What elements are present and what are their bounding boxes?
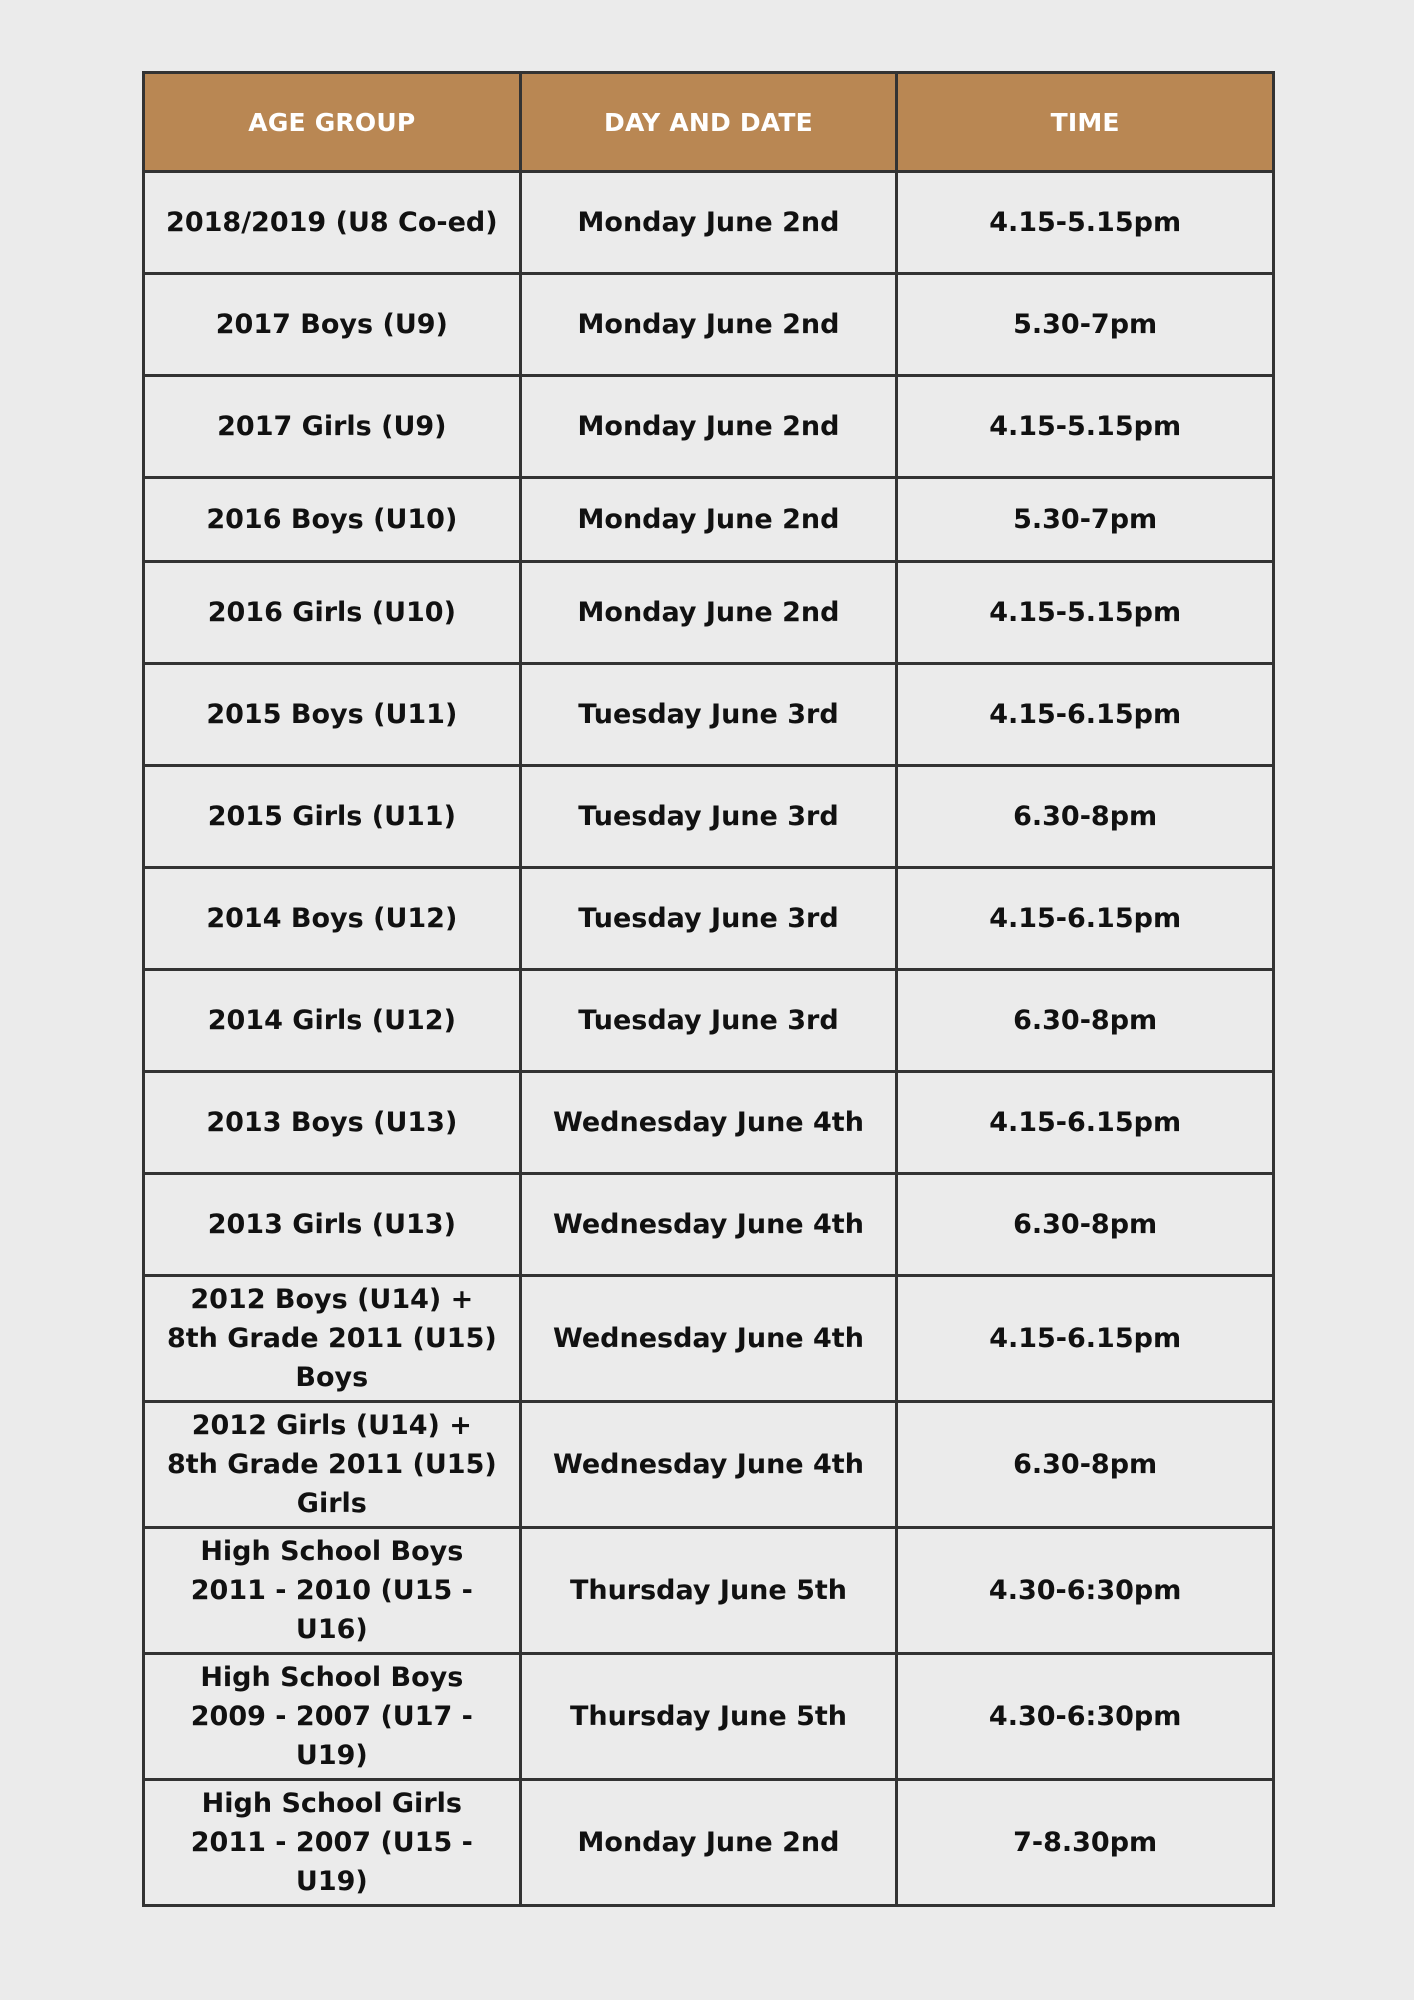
age-group-cell: High School Boys 2009 - 2007 (U17 - U19) [144,1654,521,1780]
day-date-cell: Wednesday June 4th [520,1402,897,1528]
header-age-group: AGE GROUP [144,73,521,172]
day-date-cell: Tuesday June 3rd [520,868,897,970]
day-date-cell: Tuesday June 3rd [520,970,897,1072]
day-date-cell: Tuesday June 3rd [520,664,897,766]
time-cell: 4.30-6:30pm [897,1654,1274,1780]
table-row [144,1402,1274,1528]
table-row [144,1276,1274,1402]
age-group-cell: 2015 Girls (U11) [144,766,521,868]
age-group-cell: 2015 Boys (U11) [144,664,521,766]
header-time: TIME [897,73,1274,172]
time-cell: 6.30-8pm [897,766,1274,868]
table-row [144,1174,1274,1276]
age-group-cell: 2016 Girls (U10) [144,562,521,664]
age-group-cell: High School Girls 2011 - 2007 (U15 - U19) [144,1780,521,1906]
age-group-cell: High School Boys 2011 - 2010 (U15 - U16) [144,1528,521,1654]
time-cell: 4.15-5.15pm [897,562,1274,664]
table-row [144,970,1274,1072]
time-cell: 4.30-6:30pm [897,1528,1274,1654]
time-cell: 5.30-7pm [897,274,1274,376]
day-date-cell: Monday June 2nd [520,376,897,478]
age-group-cell: 2014 Girls (U12) [144,970,521,1072]
age-group-cell: 2016 Boys (U10) [144,478,521,562]
schedule-table [142,71,1275,1907]
age-group-cell: 2014 Boys (U12) [144,868,521,970]
time-cell: 6.30-8pm [897,970,1274,1072]
day-date-cell: Thursday June 5th [520,1654,897,1780]
day-date-cell: Monday June 2nd [520,562,897,664]
time-cell: 5.30-7pm [897,478,1274,562]
table-header [144,73,1274,172]
day-date-cell: Monday June 2nd [520,1780,897,1906]
day-date-cell: Wednesday June 4th [520,1072,897,1174]
day-date-cell: Monday June 2nd [520,172,897,274]
age-group-cell: 2012 Girls (U14) + 8th Grade 2011 (U15) Girls [144,1402,521,1528]
time-cell: 6.30-8pm [897,1402,1274,1528]
time-cell: 4.15-6.15pm [897,1072,1274,1174]
table-row [144,664,1274,766]
age-group-cell: 2017 Girls (U9) [144,376,521,478]
table-row [144,868,1274,970]
table-row [144,562,1274,664]
time-cell: 4.15-6.15pm [897,1276,1274,1402]
time-cell: 7-8.30pm [897,1780,1274,1906]
time-cell: 6.30-8pm [897,1174,1274,1276]
age-group-cell: 2013 Girls (U13) [144,1174,521,1276]
table-row [144,274,1274,376]
table-row [144,1528,1274,1654]
age-group-cell: 2017 Boys (U9) [144,274,521,376]
day-date-cell: Tuesday June 3rd [520,766,897,868]
day-date-cell: Thursday June 5th [520,1528,897,1654]
table-row [144,1654,1274,1780]
table-row [144,1072,1274,1174]
day-date-cell: Monday June 2nd [520,274,897,376]
age-group-cell: 2012 Boys (U14) + 8th Grade 2011 (U15) Boys [144,1276,521,1402]
table-row [144,1780,1274,1906]
age-group-cell: 2013 Boys (U13) [144,1072,521,1174]
time-cell: 4.15-5.15pm [897,376,1274,478]
age-group-cell: 2018/2019 (U8 Co-ed) [144,172,521,274]
header-row [144,73,1274,172]
table-row [144,376,1274,478]
table-row [144,766,1274,868]
header-day-and-date: DAY AND DATE [520,73,897,172]
time-cell: 4.15-6.15pm [897,868,1274,970]
table-body [144,172,1274,1906]
time-cell: 4.15-5.15pm [897,172,1274,274]
day-date-cell: Monday June 2nd [520,478,897,562]
day-date-cell: Wednesday June 4th [520,1174,897,1276]
time-cell: 4.15-6.15pm [897,664,1274,766]
table-row [144,478,1274,562]
day-date-cell: Wednesday June 4th [520,1276,897,1402]
table-row [144,172,1274,274]
